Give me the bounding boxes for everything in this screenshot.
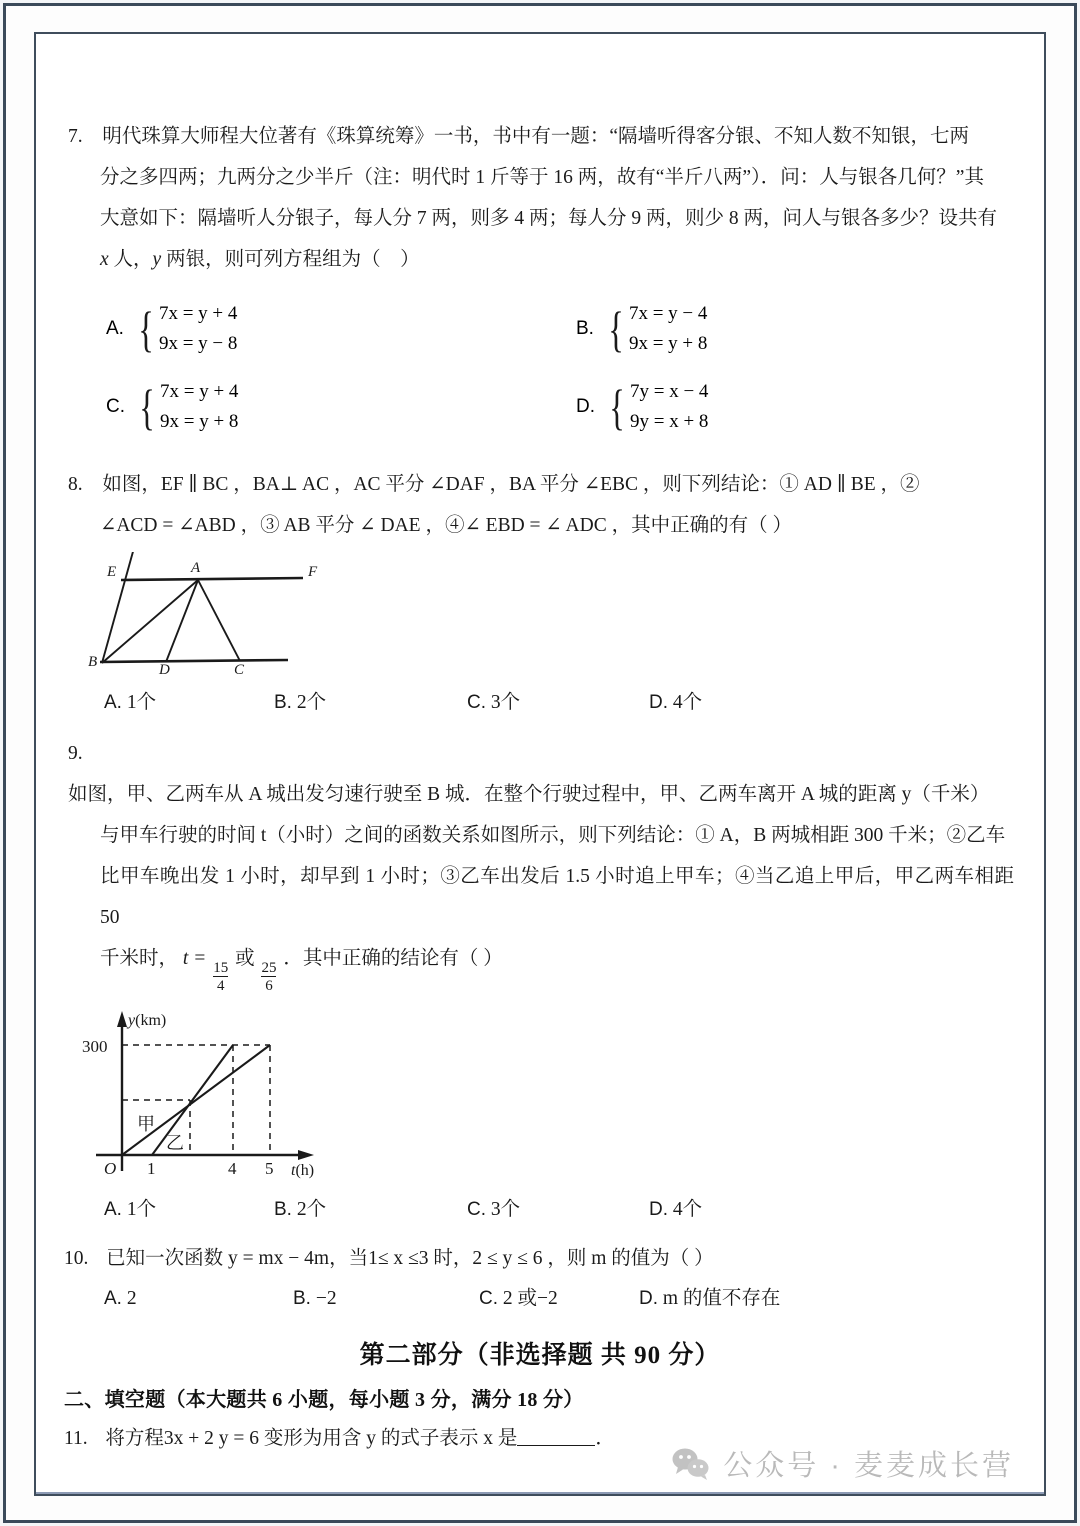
option-b-eq1: 7x = y − 4 xyxy=(628,303,708,324)
option-a-label: A. xyxy=(104,692,122,713)
question-7-text-1: 明代珠算大师程大位著有《珠算统筹》一书，书中有一题：“隔墙听得客分银、不知人数不知银，七两 xyxy=(102,126,970,147)
option-a-label: A. xyxy=(104,1198,122,1220)
page-frame-outer xyxy=(3,3,1077,1523)
question-8 xyxy=(36,464,1044,723)
option-a-text: 2 xyxy=(126,1287,137,1309)
question-10 xyxy=(36,1238,1044,1319)
fill-in-blank-section-header: 二、填空题（本大题共 6 小题，每小题 3 分，满分 18 分） xyxy=(64,1388,584,1411)
label-E: E xyxy=(107,564,117,580)
question-9-line-1 xyxy=(68,733,1014,815)
question-8-line-1 xyxy=(68,464,1008,505)
option-b-text: 2个 xyxy=(296,1198,327,1220)
question-10-number: 10. xyxy=(64,1247,89,1269)
ytick-300: 300 xyxy=(82,1036,108,1056)
label-A: A xyxy=(191,560,201,576)
question-7-option-d[interactable]: D. { 7y = x − 4 9y = x + 8 xyxy=(538,368,1008,446)
label-F: F xyxy=(308,564,318,580)
question-8-line-2: ∠ACD = ∠ABD ，③ AB 平分 ∠ DAE ，④∠ EBD = ∠ ADC ，其中正确的有（ ） xyxy=(100,515,792,536)
label-D: D xyxy=(159,662,170,674)
option-b-text: −2 xyxy=(315,1287,337,1309)
xtick-4: 4 xyxy=(228,1158,237,1178)
xtick-5: 5 xyxy=(265,1158,274,1178)
page-frame-inner xyxy=(34,32,1046,1496)
frac2-numerator: 25 xyxy=(261,960,277,977)
question-8-option-b[interactable] xyxy=(274,683,467,723)
wechat-icon xyxy=(671,1447,711,1481)
question-10-option-c[interactable] xyxy=(479,1279,639,1319)
series-label-yi: 乙 xyxy=(166,1132,184,1153)
option-d-text: 4个 xyxy=(672,692,703,713)
question-8-options xyxy=(68,683,1008,723)
option-c-label: C. xyxy=(467,1198,486,1220)
option-d-text: m 的值不存在 xyxy=(662,1287,781,1309)
option-a-label: A. xyxy=(106,318,124,339)
question-10-option-b[interactable] xyxy=(293,1279,479,1319)
question-9-tail-post: ．其中正确的结论有（ ） xyxy=(283,948,503,969)
label-C: C xyxy=(234,662,245,674)
option-c-text: 3个 xyxy=(490,1198,521,1220)
question-8-number: 8. xyxy=(68,474,83,495)
question-8-text-1: 如图，EF ∥ BC ，BA⊥ AC ，AC 平分 ∠DAF ，BA 平分 ∠EBC ，则下列结论：① AD ∥ BE ，② xyxy=(102,474,920,495)
question-9-options xyxy=(68,1190,1014,1230)
question-9-line-3: 比甲车晚出发 1 小时，却早到 1 小时；③乙车出发后 1.5 小时追上甲车；④当乙追上甲后，甲乙两车相距 50 xyxy=(100,866,1014,928)
frac1-denominator: 4 xyxy=(213,976,228,994)
question-11-number: 11. xyxy=(64,1427,88,1449)
question-9 xyxy=(36,733,1044,1230)
fraction-25-6 xyxy=(261,960,276,994)
question-11-period: ． xyxy=(595,1427,615,1449)
y-axis-label: y(km) xyxy=(128,1011,167,1029)
question-11-text: 将方程3x + 2 y = 6 变形为用含 y 的式子表示 x 是 xyxy=(105,1427,518,1449)
question-9-number: 9. xyxy=(68,743,83,764)
question-7-option-a[interactable]: A. { 7x = y + 4 9x = y − 8 xyxy=(68,290,538,368)
question-10-text-1: 已知一次函数 y = mx − 4m，当1≤ x ≤3 时，2 ≤ y ≤ 6 ，则 m 的值为（ ） xyxy=(106,1247,714,1269)
question-7 xyxy=(36,116,1044,446)
question-10-option-a[interactable] xyxy=(104,1279,293,1319)
option-c-label: C. xyxy=(106,396,125,417)
question-10-options xyxy=(64,1279,1008,1319)
question-9-line-4 xyxy=(68,938,1014,995)
line-chart-svg xyxy=(74,1003,339,1183)
question-9-line-2: 与甲车行驶的时间 t（小时）之间的函数关系如图所示，则下列结论：① A，B 两城相距 300 千米；②乙车 xyxy=(100,825,1006,846)
question-9-text-1: 如图，甲、乙两车从 A 城出发匀速行驶至 B 城．在整个行驶过程中，甲、乙两车离开 A 城的距离 y（千米） xyxy=(68,784,990,805)
option-b-label: B. xyxy=(576,318,594,339)
question-8-option-c[interactable] xyxy=(467,683,649,723)
bottom-separator xyxy=(36,1492,1044,1494)
label-B: B xyxy=(88,654,98,670)
series-label-jia: 甲 xyxy=(137,1113,155,1134)
option-c-text: 2 或−2 xyxy=(502,1287,558,1309)
watermark-text: 公众号 · 麦麦成长营 xyxy=(723,1450,1014,1482)
paper-sheet xyxy=(36,34,1044,1494)
option-d-eq2: 9y = x + 8 xyxy=(630,411,709,432)
option-a-text: 1个 xyxy=(126,692,157,713)
question-7-line-2: 分之多四两；九两分之少半斤（注：明代时 1 斤等于 16 两，故有“半斤八两”）．问：人与银各几何？”其 xyxy=(100,167,984,188)
question-7-number: 7. xyxy=(68,126,83,147)
option-a-eq1: 7x = y + 4 xyxy=(158,303,238,324)
option-c-eq2: 9x = y + 8 xyxy=(160,411,239,432)
question-9-option-b[interactable] xyxy=(274,1190,467,1230)
option-c-label: C. xyxy=(467,692,486,713)
x-axis-label: t(h) xyxy=(291,1161,315,1179)
option-a-text: 1个 xyxy=(126,1198,157,1220)
option-a-label: A. xyxy=(104,1287,122,1309)
option-b-label: B. xyxy=(274,1198,292,1220)
question-7-line-3: 大意如下：隔墙听人分银子，每人分 7 两，则多 4 两；每人分 9 两，则少 8 两，问人与银各多少？设共有 xyxy=(100,208,998,229)
option-d-label: D. xyxy=(649,1198,668,1220)
option-d-label: D. xyxy=(639,1287,658,1309)
geometry-diagram-svg xyxy=(88,552,338,674)
part-two-header: 第二部分（非选择题 共 90 分） xyxy=(359,1341,721,1369)
option-b-label: B. xyxy=(274,692,292,713)
question-8-option-d[interactable] xyxy=(649,683,702,723)
option-c-text: 3个 xyxy=(490,692,521,713)
option-a-eq2: 9x = y − 8 xyxy=(158,333,238,354)
question-7-option-b[interactable]: B. { 7x = y − 4 9x = y + 8 xyxy=(538,290,1008,368)
question-8-figure xyxy=(88,552,1008,679)
question-7-option-c[interactable]: C. { 7x = y + 4 9x = y + 8 xyxy=(68,368,538,446)
option-b-label: B. xyxy=(293,1287,311,1309)
question-10-line-1 xyxy=(64,1238,1008,1279)
frac1-numerator: 15 xyxy=(213,960,229,977)
question-9-t-equals: t = xyxy=(182,948,207,969)
y-axis-arrow xyxy=(117,1011,127,1027)
frac2-denominator: 6 xyxy=(261,976,276,994)
question-9-tail-pre: 千米时， xyxy=(100,948,179,969)
xtick-1: 1 xyxy=(147,1158,156,1178)
x-axis-arrow xyxy=(298,1150,314,1160)
question-7-line-1 xyxy=(68,116,1008,157)
question-9-figure xyxy=(74,1003,1014,1188)
option-d-label: D. xyxy=(576,396,595,417)
option-c-label: C. xyxy=(479,1287,498,1309)
question-7-options xyxy=(68,290,1008,446)
fraction-15-4 xyxy=(213,960,228,994)
question-9-option-c[interactable] xyxy=(467,1190,649,1230)
series-yi-line xyxy=(152,1045,233,1155)
question-9-tail-mid: 或 xyxy=(235,948,255,969)
option-b-text: 2个 xyxy=(296,692,327,713)
origin-label: O xyxy=(104,1158,117,1178)
option-d-label: D. xyxy=(649,692,668,713)
question-7-line-4: x 人，y 两银，则可列方程组为（ ） xyxy=(100,249,420,270)
option-b-eq2: 9x = y + 8 xyxy=(628,333,708,354)
option-d-eq1: 7y = x − 4 xyxy=(630,381,709,402)
question-9-option-d[interactable] xyxy=(649,1190,702,1230)
option-d-text: 4个 xyxy=(672,1198,703,1220)
question-9-option-a[interactable] xyxy=(104,1190,274,1230)
question-10-option-d[interactable] xyxy=(639,1279,780,1319)
answer-blank[interactable] xyxy=(517,1429,595,1446)
question-8-option-a[interactable] xyxy=(104,683,274,723)
watermark xyxy=(671,1443,1014,1484)
option-c-eq1: 7x = y + 4 xyxy=(160,381,239,402)
